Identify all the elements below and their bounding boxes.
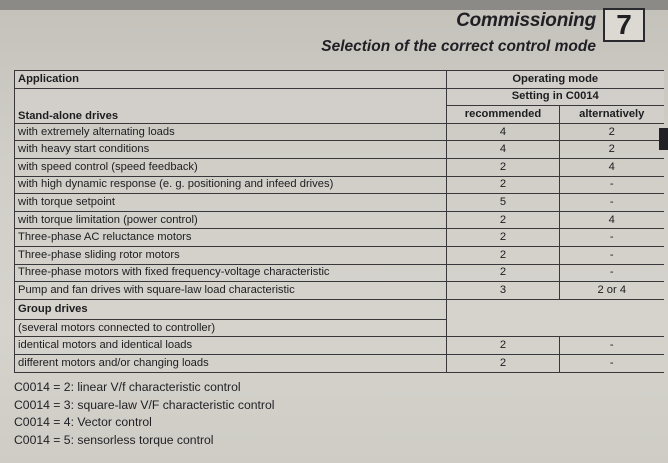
recommended-cell: 2 [447, 158, 560, 176]
alternatively-cell: - [560, 246, 664, 264]
alternatively-cell: 4 [560, 158, 664, 176]
legend-line: C0014 = 3: square-law V/F characteristic control [14, 397, 275, 412]
recommended-cell: 4 [447, 141, 560, 159]
group-rows [15, 337, 664, 372]
application-cell: with torque setpoint [15, 194, 447, 212]
alternatively-cell: - [560, 337, 664, 355]
table-row [15, 354, 664, 372]
table-row [15, 337, 664, 355]
chapter-number-box: 7 [603, 8, 645, 42]
control-mode-table [14, 70, 664, 373]
application-cell: with extremely alternating loads [15, 123, 447, 141]
group-heading-row [15, 299, 664, 319]
table-row [15, 211, 664, 229]
application-cell: with speed control (speed feedback) [15, 158, 447, 176]
table-row [15, 176, 664, 194]
recommended-cell: 2 [447, 229, 560, 247]
stand-alone-heading: Stand-alone drives [15, 88, 447, 123]
application-cell: with torque limitation (power control) [15, 211, 447, 229]
table-row [15, 123, 664, 141]
recommended-cell: 3 [447, 282, 560, 300]
table-row [15, 194, 664, 212]
table-row [15, 264, 664, 282]
group-empty-cell [447, 299, 664, 337]
legend-line: C0014 = 2: linear V/f characteristic control [14, 380, 241, 394]
table-header-row [15, 88, 664, 106]
recommended-cell: 2 [447, 264, 560, 282]
alternatively-cell: 2 [560, 123, 664, 141]
section-title: Commissioning [456, 10, 596, 31]
application-cell: Three-phase sliding rotor motors [15, 246, 447, 264]
legend-line: C0014 = 4: Vector control [14, 415, 152, 430]
group-drives-heading: Group drives [15, 299, 447, 319]
table-row [15, 246, 664, 264]
recommended-cell: 4 [447, 123, 560, 141]
table-row [15, 158, 664, 176]
recommended-cell: 5 [447, 194, 560, 212]
recommended-cell: 2 [447, 337, 560, 355]
col-setting-header: Setting in C0014 [447, 88, 664, 106]
recommended-cell: 2 [447, 354, 560, 372]
recommended-cell: 2 [447, 211, 560, 229]
alternatively-cell: - [560, 229, 664, 247]
application-cell: Pump and fan drives with square-law load characteristic [15, 282, 447, 300]
group-drives-note: (several motors connected to controller) [15, 319, 447, 337]
col-alternatively-header: alternatively [560, 106, 664, 124]
legend-line: C0014 = 5: sensorless torque control [14, 433, 214, 448]
recommended-cell: 2 [447, 246, 560, 264]
alternatively-cell: - [560, 354, 664, 372]
application-cell: Three-phase AC reluctance motors [15, 229, 447, 247]
application-cell: different motors and/or changing loads [15, 354, 447, 372]
page-edge-tab [659, 128, 668, 150]
setting-legend [14, 379, 274, 450]
table-header-row [15, 71, 664, 89]
application-cell: with high dynamic response (e. g. positioning and infeed drives) [15, 176, 447, 194]
page-top-band [0, 0, 668, 10]
col-operating-mode-header: Operating mode [447, 71, 664, 89]
application-cell: Three-phase motors with fixed frequency-voltage characteristic [15, 264, 447, 282]
table-row [15, 282, 664, 300]
stand-alone-rows [15, 123, 664, 299]
alternatively-cell: 2 [560, 141, 664, 159]
recommended-cell: 2 [447, 176, 560, 194]
alternatively-cell: - [560, 176, 664, 194]
alternatively-cell: 2 or 4 [560, 282, 664, 300]
application-cell: with heavy start conditions [15, 141, 447, 159]
page-subtitle: Selection of the correct control mode [321, 38, 596, 55]
alternatively-cell: - [560, 194, 664, 212]
table-row [15, 141, 664, 159]
table-row [15, 229, 664, 247]
alternatively-cell: 4 [560, 211, 664, 229]
application-cell: identical motors and identical loads [15, 337, 447, 355]
col-application-header: Application [15, 71, 447, 89]
col-recommended-header: recommended [447, 106, 560, 124]
alternatively-cell: - [560, 264, 664, 282]
